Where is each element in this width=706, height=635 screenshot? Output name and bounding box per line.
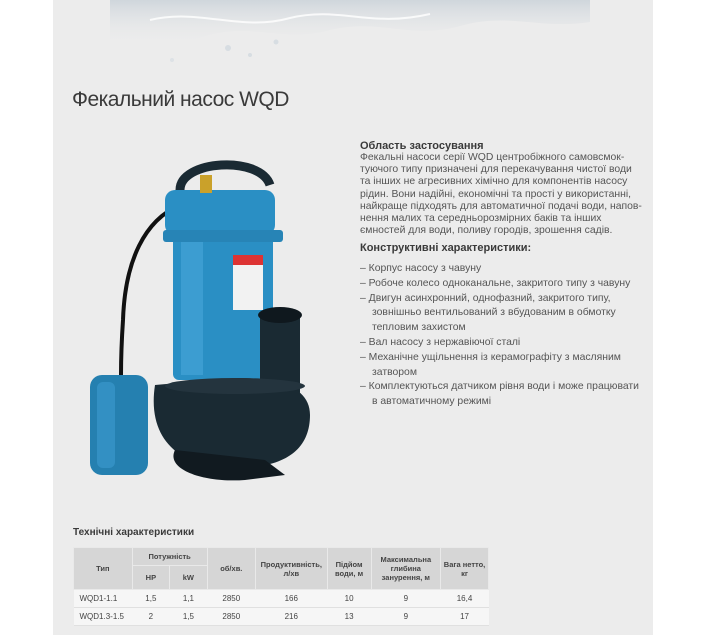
cell-depth: 9: [371, 590, 441, 608]
header-hp: HP: [132, 566, 169, 590]
feature-item: [360, 277, 655, 292]
header-weight: Вага нетто, кг: [441, 548, 489, 590]
application-line: та інших не агресивних хімічно для компонентів насосу: [360, 176, 628, 188]
specs-table: [73, 547, 489, 626]
cell-kw: 1,1: [170, 590, 208, 608]
application-line: ємностей для води, поливу городів, зрошення садів.: [360, 225, 613, 237]
page-title: Фекальний насос WQD: [72, 88, 289, 112]
header-head: Підйом води, м: [327, 548, 371, 590]
cell-weight: 17: [441, 608, 489, 626]
feature-item: [360, 380, 655, 410]
cell-type: WQD1-1.1: [74, 590, 133, 608]
application-line: найкраще підходять для автоматичної подачі води, напов-: [360, 200, 642, 212]
cell-weight: 16,4: [441, 590, 489, 608]
feature-text: – Робоче колесо одноканальне, закритого типу з чавуну: [360, 277, 631, 289]
application-description: [360, 152, 650, 237]
cell-depth: 9: [371, 608, 441, 626]
feature-text: – Комплектуються датчиком рівня води і може працювати: [360, 381, 639, 393]
cell-type: WQD1.3-1.5: [74, 608, 133, 626]
cell-flow: 216: [255, 608, 327, 626]
table-row: [74, 590, 489, 608]
header-power: Потужність: [132, 548, 207, 566]
water-splash-image: [110, 0, 590, 70]
feature-item: [360, 336, 655, 351]
pump-image: [85, 150, 325, 485]
cell-head: 13: [327, 608, 371, 626]
application-line: туючого типу призначені для перекачування чистої води: [360, 164, 632, 176]
application-line: рідин. Вони надійні, економічні та прості у використанні,: [360, 188, 632, 200]
feature-continuation: затвором: [372, 366, 417, 378]
feature-item: [360, 262, 655, 277]
features-list: [360, 262, 655, 410]
feature-continuation: зовнішньо вентильований з вбудованим в обмотку тепловим захистом: [372, 307, 616, 334]
feature-text: – Механічне ущільнення із керамографіту з масляним: [360, 351, 621, 363]
feature-text: – Двигун асинхронний, однофазний, закритого типу,: [360, 292, 611, 304]
header-type: Тип: [74, 548, 133, 590]
header-rpm: об/хв.: [207, 548, 255, 590]
application-heading: Область застосування: [360, 140, 484, 152]
header-depth: Максимальна глибина занурення, м: [371, 548, 441, 590]
cell-hp: 2: [132, 608, 169, 626]
cell-rpm: 2850: [207, 590, 255, 608]
feature-text: – Вал насосу з нержавіючої сталі: [360, 336, 521, 348]
specs-heading: Технічні характеристики: [73, 527, 195, 538]
feature-text: – Корпус насосу з чавуну: [360, 263, 482, 274]
application-line: нення малих та середньорозмірних баків та інших: [360, 213, 602, 225]
feature-item: [360, 351, 655, 381]
application-line: Фекальні насоси серії WQD центробіжного самовсмок-: [360, 152, 625, 163]
cell-kw: 1,5: [170, 608, 208, 626]
feature-item: [360, 292, 655, 336]
cell-head: 10: [327, 590, 371, 608]
features-heading: Конструктивні характеристики:: [360, 242, 532, 254]
table-row: [74, 608, 489, 626]
header-kw: kW: [170, 566, 208, 590]
cell-hp: 1,5: [132, 590, 169, 608]
cell-flow: 166: [255, 590, 327, 608]
header-flow: Продуктивність, л/хв: [255, 548, 327, 590]
cell-rpm: 2850: [207, 608, 255, 626]
feature-continuation: в автоматичному режимі: [372, 396, 492, 408]
